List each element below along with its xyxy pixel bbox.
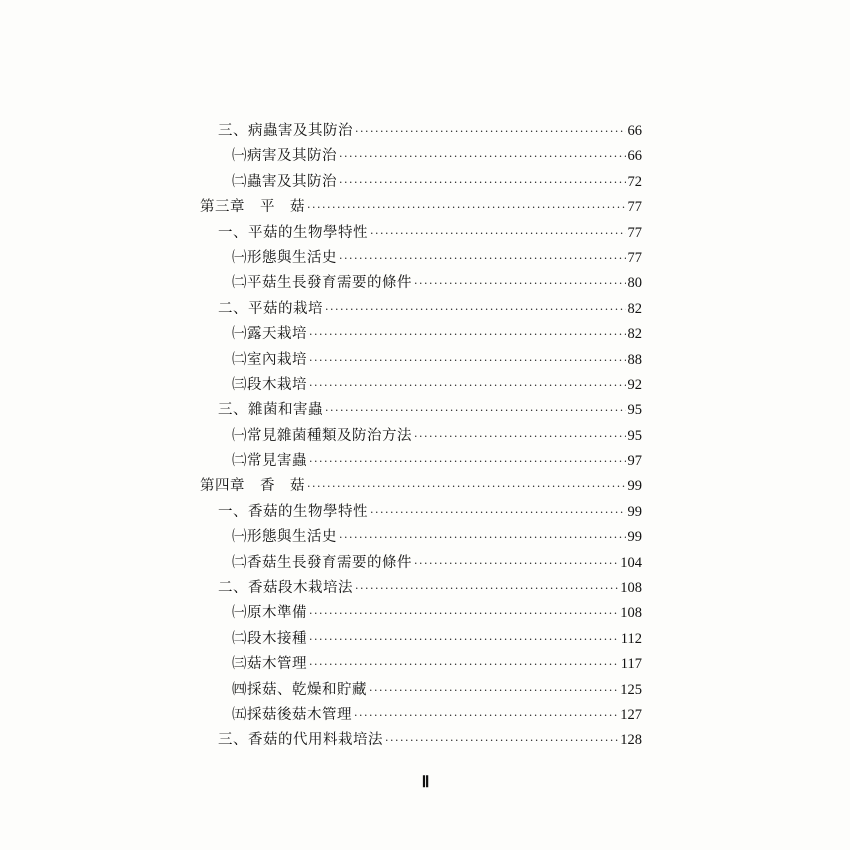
toc-entry-page: 99 [627,529,642,546]
toc-entry-title: ㈢段木栽培 [232,376,307,393]
toc-entry-page: 66 [627,148,642,165]
toc-entry [200,221,642,246]
toc-chapter-entry [200,474,642,499]
toc-entry-title: ㈠常見雜菌種類及防治方法 [232,427,412,444]
toc-entry-page: 99 [627,478,642,495]
toc-entry [200,297,642,322]
toc-dot-leader [307,474,626,499]
toc-dot-leader [355,119,626,144]
toc-entry [200,119,642,144]
toc-entry-title: 第四章 香 菇 [200,478,305,495]
toc-dot-leader [414,271,626,296]
toc-entry-title: ㈣採菇、乾燥和貯藏 [232,681,367,698]
toc-dot-leader [339,525,626,550]
toc-chapter-entry [200,195,642,220]
toc-dot-leader [385,728,618,753]
toc-entry-page: 77 [627,249,642,266]
toc-dot-leader [309,348,626,373]
toc-entry-title: ㈡蟲害及其防治 [232,173,337,190]
toc-entry-title: ㈠病害及其防治 [232,148,337,165]
toc-dot-leader [309,627,619,652]
toc-entry-title: ㈡室內栽培 [232,351,307,368]
toc-entry [200,627,642,652]
toc-entry [200,551,642,576]
toc-entry [200,398,642,423]
toc-entry-page: 82 [627,300,642,317]
toc-dot-leader [309,449,626,474]
toc-dot-leader [354,703,618,728]
toc-dot-leader [309,652,619,677]
toc-entry [200,348,642,373]
toc-entry-title: ㈢菇木管理 [232,656,307,673]
toc-entry-title: ㈡香菇生長發育需要的條件 [232,554,412,571]
toc-entry-title: ㈡平菇生長發育需要的條件 [232,275,412,292]
toc-entry-title: 二、香菇段木栽培法 [218,580,353,597]
toc-entry-page: 108 [620,580,642,597]
toc-entry-title: ㈠形態與生活史 [232,249,337,266]
toc-entry-title: 三、香菇的代用料栽培法 [218,732,383,749]
toc-entry [200,246,642,271]
toc-entry [200,449,642,474]
toc-entry-page: 92 [627,376,642,393]
toc-entry [200,525,642,550]
toc-dot-leader [309,322,626,347]
toc-entry-title: ㈠形態與生活史 [232,529,337,546]
toc-entry-title: 三、雜菌和害蟲 [218,402,323,419]
toc-entry-page: 117 [620,656,642,673]
toc-dot-leader [369,678,618,703]
toc-entry-title: 第三章 平 菇 [200,199,305,216]
toc-dot-leader [309,601,618,626]
toc-dot-leader [325,398,626,423]
toc-dot-leader [325,297,626,322]
toc-entry-title: 二、平菇的栽培 [218,300,323,317]
page-number: Ⅱ [421,774,429,791]
toc-entry-title: ㈤採菇後菇木管理 [232,706,352,723]
toc-entry-page: 128 [620,732,642,749]
toc-entry [200,424,642,449]
toc-entry-title: ㈡段木接種 [232,630,307,647]
toc-dot-leader [414,424,626,449]
toc-entry-title: 三、病蟲害及其防治 [218,123,353,139]
toc-dot-leader [339,246,626,271]
toc-entry-title: ㈠露天栽培 [232,326,307,343]
toc-entry [200,170,642,195]
toc-entry-title: ㈡常見害蟲 [232,453,307,470]
toc-entry [200,703,642,728]
toc-entry-page: 72 [627,173,642,190]
table-of-contents [200,119,642,754]
toc-entry [200,652,642,677]
toc-entry [200,373,642,398]
toc-entry-page: 127 [620,706,642,723]
toc-entry [200,728,642,753]
toc-entry [200,271,642,296]
toc-entry [200,678,642,703]
toc-entry [200,601,642,626]
toc-entry-title: ㈠原木準備 [232,605,307,622]
toc-entry [200,500,642,525]
toc-dot-leader [339,170,626,195]
toc-dot-leader [370,221,626,246]
toc-entry-page: 95 [627,427,642,444]
toc-entry-page: 82 [627,326,642,343]
toc-entry-title: 一、香菇的生物學特性 [218,503,368,520]
toc-entry-page: 99 [627,503,642,520]
toc-entry-page: 97 [627,453,642,470]
toc-dot-leader [339,144,626,169]
toc-dot-leader [370,500,626,525]
toc-entry-page: 77 [627,224,642,241]
toc-entry-title: 一、平菇的生物學特性 [218,224,368,241]
toc-entry-page: 112 [620,630,642,647]
toc-entry-page: 108 [620,605,642,622]
toc-entry [200,144,642,169]
toc-dot-leader [414,551,618,576]
toc-dot-leader [355,576,618,601]
toc-entry-page: 80 [627,275,642,292]
toc-entry-page: 77 [627,199,642,216]
toc-entry [200,576,642,601]
toc-dot-leader [309,373,626,398]
toc-entry-page: 125 [620,681,642,698]
toc-entry-page: 95 [627,402,642,419]
toc-entry-page: 66 [627,123,642,139]
toc-entry [200,322,642,347]
toc-entry-page: 88 [627,351,642,368]
toc-dot-leader [307,195,626,220]
toc-entry-page: 104 [620,554,642,571]
